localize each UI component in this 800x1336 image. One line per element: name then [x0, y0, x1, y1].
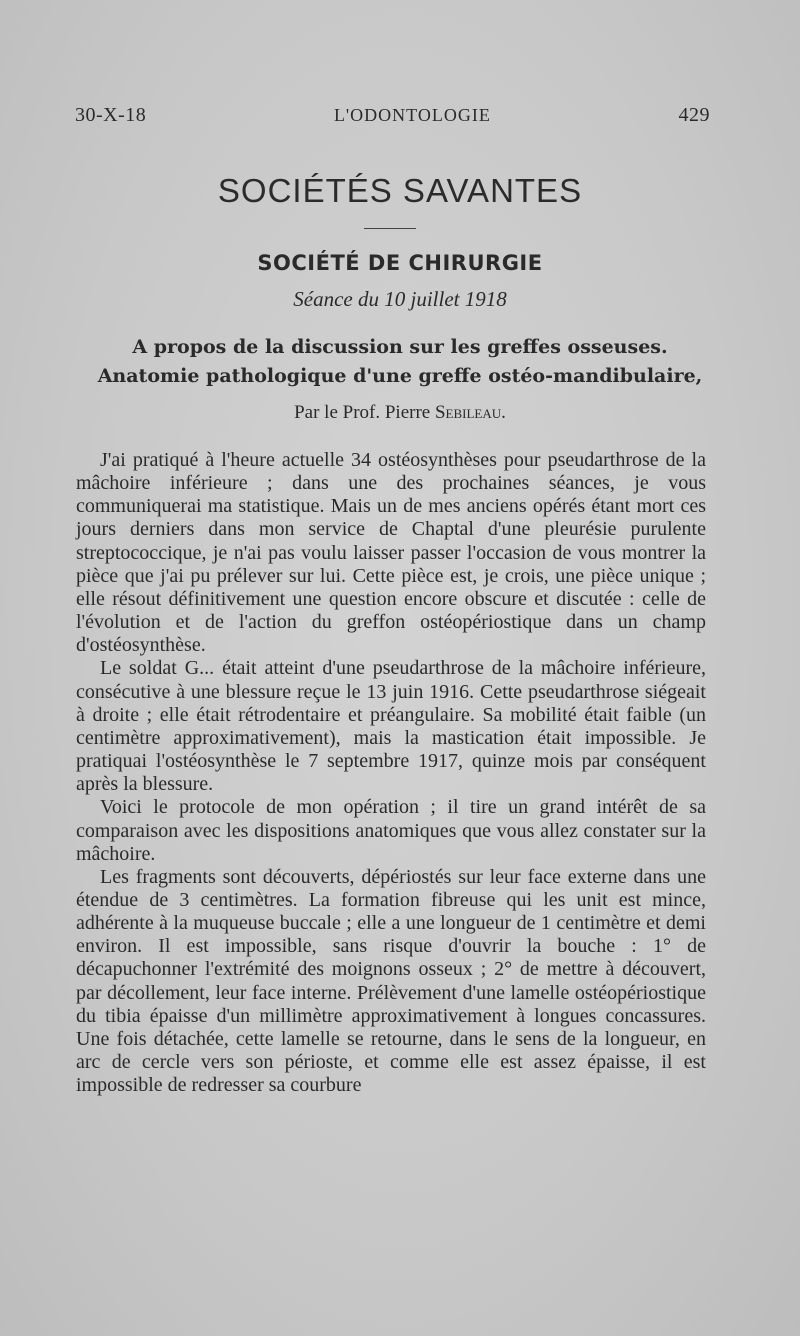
section-title: SOCIÉTÉS SAVANTES: [217, 172, 583, 209]
article-title-line-2: Anatomie pathologique d'une greffe ostéo-mandibulaire,: [97, 365, 703, 387]
paragraph: Voici le protocole de mon opération ; il tire un grand intérêt de sa comparaison avec les dispositions anatomiques que vous allez constater sur la mâchoire.: [76, 796, 706, 865]
journal-title: L'ODONTOLOGIE: [333, 105, 491, 125]
header-date: 30-X-18: [75, 104, 147, 126]
running-header: [75, 104, 710, 127]
paragraph: Le soldat G... était atteint d'une pseudarthrose de la mâchoire inférieure, consécutive à une blessure reçue le 13 juin 1916. Cette pseudarthrose siégeait à droite ; elle était rétrodentaire et préangulaire. Sa mobilité était faible (un centimètre approximativement), mais la mastication était impossible. Je pratiquai l'ostéosynthèse le 7 septembre 1917, quinze mois par conséquent après la blessure.: [76, 657, 706, 796]
divider-rule: [364, 228, 416, 229]
article-body: [76, 449, 706, 1097]
paragraph: J'ai pratiqué à l'heure actuelle 34 ostéosynthèses pour pseudarthrose de la mâchoire inférieure ; dans une des prochaines séances, je vous communiquerai ma statistique. Mais un de mes anciens opérés étant mort ces jours derniers dans mon service de Chaptal d'une pleurésie purulente streptococcique, je n'ai pas voulu laisser passer l'occasion de vous montrer la pièce que j'ai pu prélever sur lui. Cette pièce est, je crois, une pièce unique ; elle résout définitivement une question encore obscure et discutée : celle de l'évolution et de l'action du greffon ostéopériostique dans un champ d'ostéosynthèse.: [76, 449, 706, 657]
author-name: Sebileau.: [434, 402, 506, 423]
byline-prefix: Par le Prof. Pierre: [294, 402, 431, 423]
society-heading: SOCIÉTÉ DE CHIRURGIE: [257, 251, 543, 275]
paragraph: Les fragments sont découverts, dépériostés sur leur face externe dans une étendue de 3 centimètres. La formation fibreuse qui les unit est mince, adhérente à la muqueuse buccale ; elle a une longueur de 1 centimètre et demi environ. Il est impossible, sans risque d'ouvrir la bouche : 1° de décapuchonner l'extrémité des moignons osseux ; 2° de mettre à découvert, par décollement, leur face interne. Prélèvement d'une lamelle ostéopériostique du tibia épaisse d'un millimètre approximativement à longues concassures. Une fois détachée, cette lamelle se retourne, dans le sens de la longueur, en arc de cercle vers son périoste, et comme elle est assez épaisse, il est impossible de redresser sa courbure: [76, 865, 706, 1097]
byline: [0, 402, 800, 424]
session-date: Séance du 10 juillet 1918: [293, 287, 507, 311]
page-number: 429: [678, 104, 710, 126]
article-title-line-1: A propos de la discussion sur les greffes osseuses.: [132, 336, 668, 358]
